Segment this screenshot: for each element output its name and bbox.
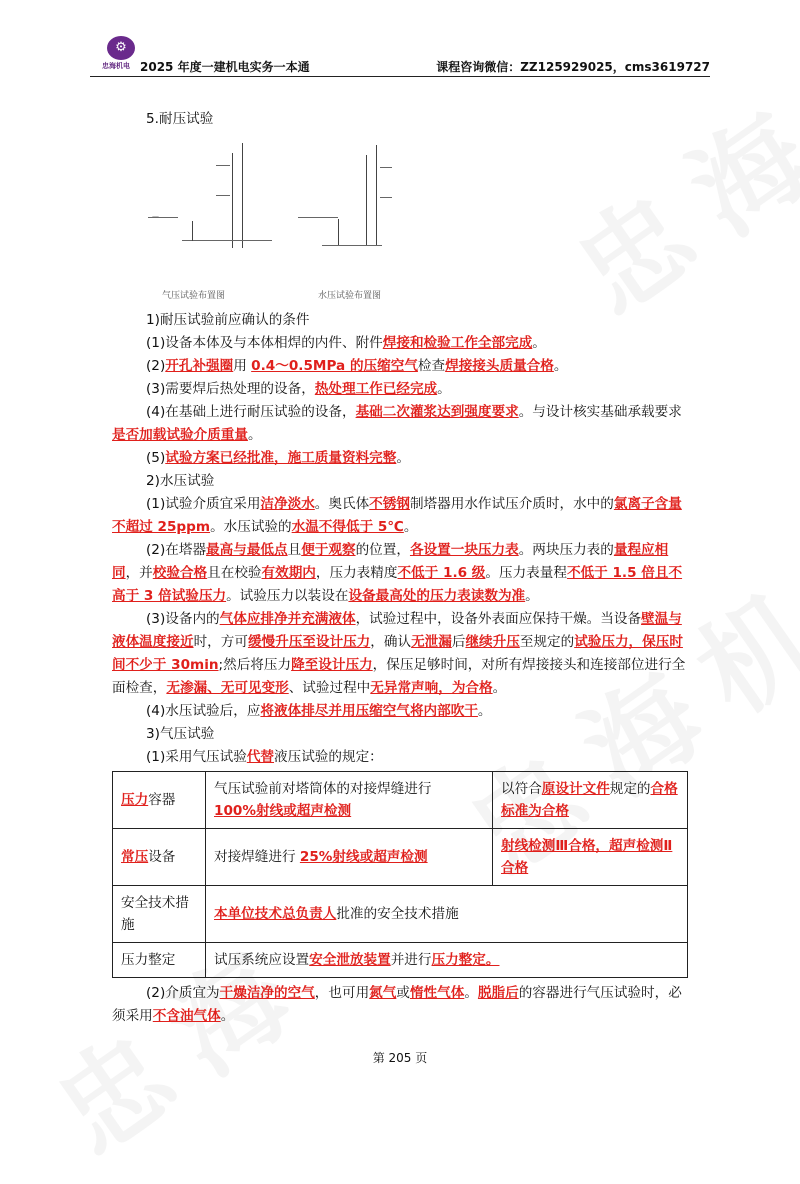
paragraph: (1)试验介质宜采用洁净淡水。奥氏体不锈钢制塔器用水作试压介质时，水中的氯离子含量不超过 25ppm。水压试验的水温不得低于 5℃。 bbox=[112, 496, 682, 535]
gear-logo-icon: ⚙ bbox=[107, 36, 135, 60]
paragraph: (1)设备本体及与本体相焊的内件、附件焊接和检验工作全部完成。 bbox=[146, 335, 546, 351]
subsection-title: 3)气压试验 bbox=[146, 726, 215, 742]
paragraph: (5)试验方案已经批准，施工质量资料完整。 bbox=[146, 450, 410, 466]
document-body bbox=[112, 108, 688, 1028]
table-cell: 射线检测Ⅲ合格，超声检测Ⅱ合格 bbox=[493, 829, 688, 886]
table-row bbox=[113, 886, 688, 943]
table-cell: 常压设备 bbox=[113, 829, 206, 886]
logo bbox=[104, 36, 138, 74]
table-cell: 本单位技术总负责人批准的安全技术措施 bbox=[206, 886, 688, 943]
logo-text: 忠海机电 bbox=[102, 62, 130, 70]
header-title: 2025 年度一建机电实务一本通 bbox=[140, 60, 310, 74]
paragraph: (2)在塔器最高与最低点且便于观察的位置，各设置一块压力表。两块压力表的量程应相同，并校验合格且在校验有效期内，压力表精度不低于 1.6 级。压力表量程不低于 1.5 倍且不高于 3 倍试验压力。试验压力以装设在设备最高处的压力表读数为准。 bbox=[112, 542, 683, 604]
left-figure-caption: 气压试验布置图 bbox=[162, 291, 226, 301]
table-row bbox=[113, 772, 688, 829]
paragraph: (4)水压试验后，应将液体排尽并用压缩空气将内部吹干。 bbox=[146, 703, 492, 719]
table-cell: 对接焊缝进行 25%射线或超声检测 bbox=[206, 829, 493, 886]
paragraph: (3)设备内的气体应排净并充满液体，试验过程中，设备外表面应保持干燥。当设备壁温与液体温度接近时，方可缓慢升压至设计压力，确认无泄漏后继续升压至规定的试验压力，保压时间不少于 30min;然后将压力降至设计压力，保压足够时间，对所有焊接接头和连接部位进行全面检查，无渗漏、无可见变形、试验过程中无异常声响，为合格。 bbox=[112, 611, 686, 696]
table-cell: 气压试验前对塔筒体的对接焊缝进行 100%射线或超声检测 bbox=[206, 772, 493, 829]
pneumatic-test-table bbox=[112, 771, 688, 978]
subsection-title: 1)耐压试验前应确认的条件 bbox=[146, 312, 310, 328]
paragraph: (1)采用气压试验代替液压试验的规定： bbox=[146, 749, 383, 765]
paragraph: (3)需要焊后热处理的设备，热处理工作已经完成。 bbox=[146, 381, 451, 397]
table-cell: 压力整定 bbox=[113, 943, 206, 978]
table-row bbox=[113, 829, 688, 886]
section-title: 5.耐压试验 bbox=[146, 111, 214, 127]
paragraph: (2)开孔补强圈用 0.4～0.5MPa 的压缩空气检查焊接接头质量合格。 bbox=[146, 358, 568, 374]
paragraph: (4)在基础上进行耐压试验的设备，基础二次灌浆达到强度要求。与设计核实基础承载要求是否加载试验介质重量。 bbox=[112, 404, 682, 443]
page-header bbox=[90, 36, 710, 77]
table-cell: 试压系统应设置安全泄放装置并进行压力整定。 bbox=[206, 943, 688, 978]
table-cell: 压力容器 bbox=[113, 772, 206, 829]
header-contact: 课程咨询微信：ZZ125929025，cms3619727 bbox=[436, 60, 710, 74]
table-row bbox=[113, 943, 688, 978]
right-figure-caption: 水压试验布置图 bbox=[318, 291, 382, 301]
test-layout-figure: — 气压试验布置图 水压试验布置图 bbox=[112, 135, 688, 305]
page-number: 第 205 页 bbox=[372, 1051, 428, 1065]
table-cell: 安全技术措施 bbox=[113, 886, 206, 943]
subsection-title: 2)水压试验 bbox=[146, 473, 215, 489]
table-cell: 以符合原设计文件规定的合格标准为合格 bbox=[493, 772, 688, 829]
paragraph: (2)介质宜为干燥洁净的空气，也可用氮气或惰性气体。脱脂后的容器进行气压试验时，必须采用不含油气体。 bbox=[112, 985, 682, 1024]
